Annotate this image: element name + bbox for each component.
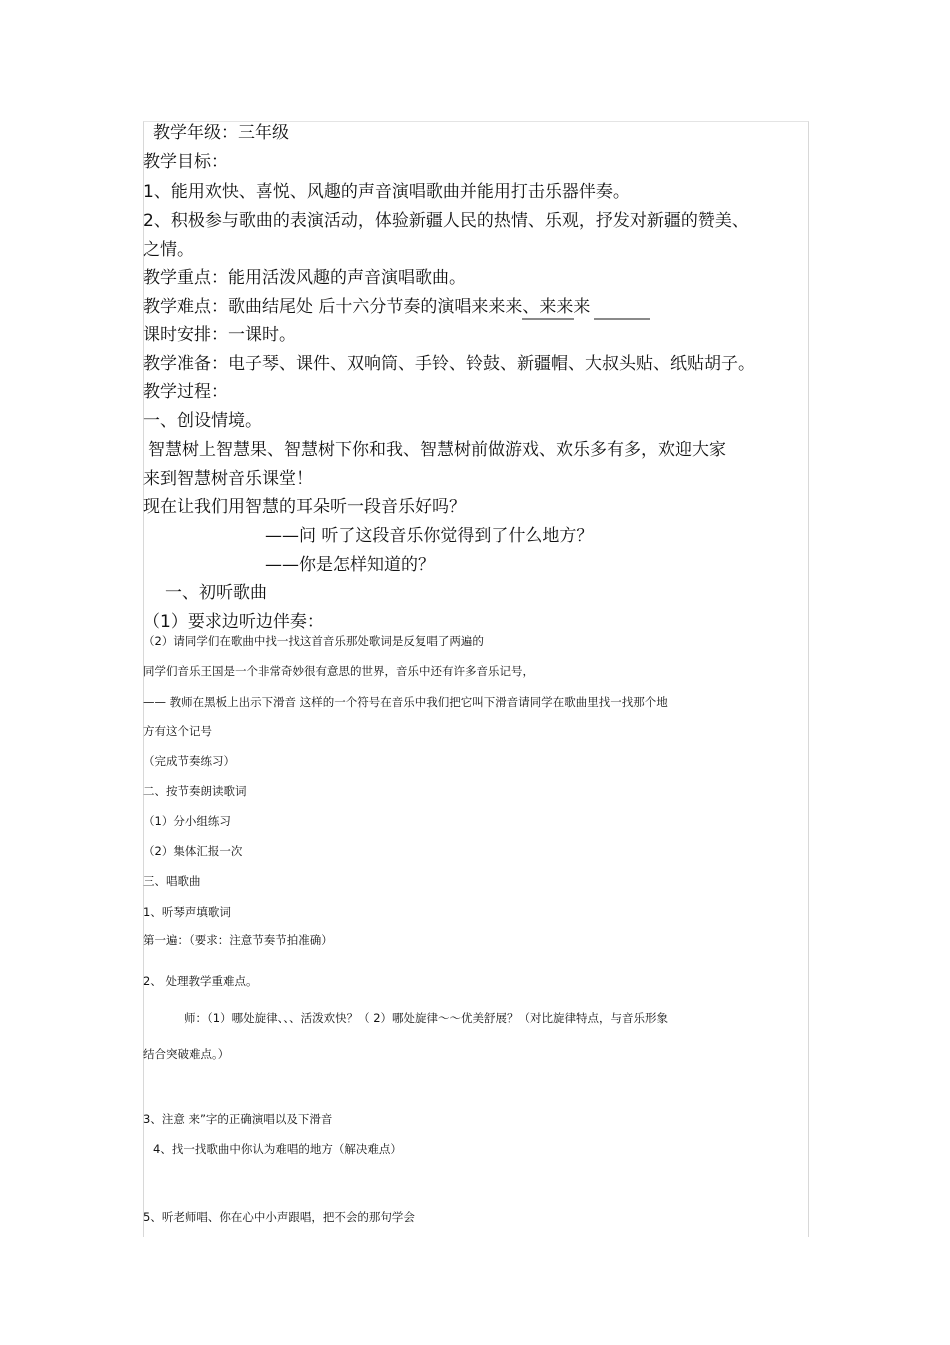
first-listen-item-2: （2）请同学们在歌曲中找一找这首音乐那处歌词是反复唱了两遍的 [143, 634, 484, 648]
section-3-heading: 三、唱歌曲 [143, 874, 201, 888]
teacher-question: 师：（1）哪处旋律、、、活泼欢快？（ 2）哪处旋律～～优美舒展？（对比旋律特点，与音乐形象 [184, 1011, 669, 1025]
objectives-heading: 教学目标： [143, 152, 228, 172]
section-1-heading: 一、创设情境。 [143, 411, 262, 431]
section-2-item-2: （2）集体汇报一次 [143, 844, 243, 858]
key-point-line: 教学重点：能用活泼风趣的声音演唱歌曲。 [143, 268, 466, 288]
process-heading: 教学过程： [143, 382, 228, 402]
section-3-item-5: 5、听老师唱、你在心中小声跟唱，把不会的那句学会 [143, 1210, 415, 1224]
section-2-item-1: （1）分小组练习 [143, 814, 231, 828]
first-listen-heading: 一、初听歌曲 [165, 583, 267, 603]
difficulty-line: 教学难点：歌曲结尾处 后十六分节奏的演唱来来来、来来来 [143, 297, 591, 317]
intro-text-1: 智慧树上智慧果、智慧树下你和我、智慧树前做游戏、欢乐多有多，欢迎大家 [148, 440, 726, 460]
symbols-text: 同学们音乐王国是一个非常奇妙很有意思的世界，音乐中还有许多音乐记号， [143, 664, 534, 678]
underline-mark [594, 318, 650, 320]
question-1: ——问 听了这段音乐你觉得到了什么地方？ [265, 526, 594, 546]
intro-question: 现在让我们用智慧的耳朵听一段音乐好吗？ [143, 497, 466, 517]
section-3-item-2: 2、 处理教学重难点。 [143, 974, 258, 988]
section-3-item-4: 4、找一找歌曲中你认为难唱的地方（解决难点） [153, 1142, 402, 1156]
rhythm-exercise: （完成节奏练习） [143, 754, 235, 768]
teacher-question-cont: 结合突破难点。） [143, 1047, 230, 1061]
first-listen-item-1: （1）要求边听边伴奏： [143, 612, 324, 632]
page-frame [143, 121, 809, 1237]
objective-2: 2、积极参与歌曲的表演活动，体验新疆人民的热情、乐观，抒发对新疆的赞美、 [143, 211, 749, 231]
preparation-line: 教学准备：电子琴、课件、双响筒、手铃、铃鼓、新疆帽、大叔头贴、纸贴胡子。 [143, 354, 755, 374]
schedule-line: 课时安排：一课时。 [143, 325, 296, 345]
underline-mark [522, 318, 574, 320]
section-3-item-3: 3、注意 来”字的正确演唱以及下滑音 [143, 1112, 333, 1126]
section-3-item-1: 1、听琴声填歌词 [143, 905, 231, 919]
grade-line: 教学年级：三年级 [153, 123, 289, 143]
glissando-text-cont: 方有这个记号 [143, 724, 212, 738]
objective-2-cont: 之情。 [143, 240, 194, 260]
glissando-text: —— 教师在黑板上出示下滑音 这样的一个符号在音乐中我们把它叫下滑音请同学在歌曲里找一找那个地 [143, 695, 668, 709]
section-2-heading: 二、按节奏朗读歌词 [143, 784, 247, 798]
question-2: ——你是怎样知道的？ [265, 555, 435, 575]
first-pass-line: 第一遍：（要求：注意节奏节拍准确） [143, 933, 333, 947]
intro-text-2: 来到智慧树音乐课堂！ [143, 469, 313, 489]
objective-1: 1、能用欢快、喜悦、风趣的声音演唱歌曲并能用打击乐器伴奏。 [143, 182, 630, 202]
